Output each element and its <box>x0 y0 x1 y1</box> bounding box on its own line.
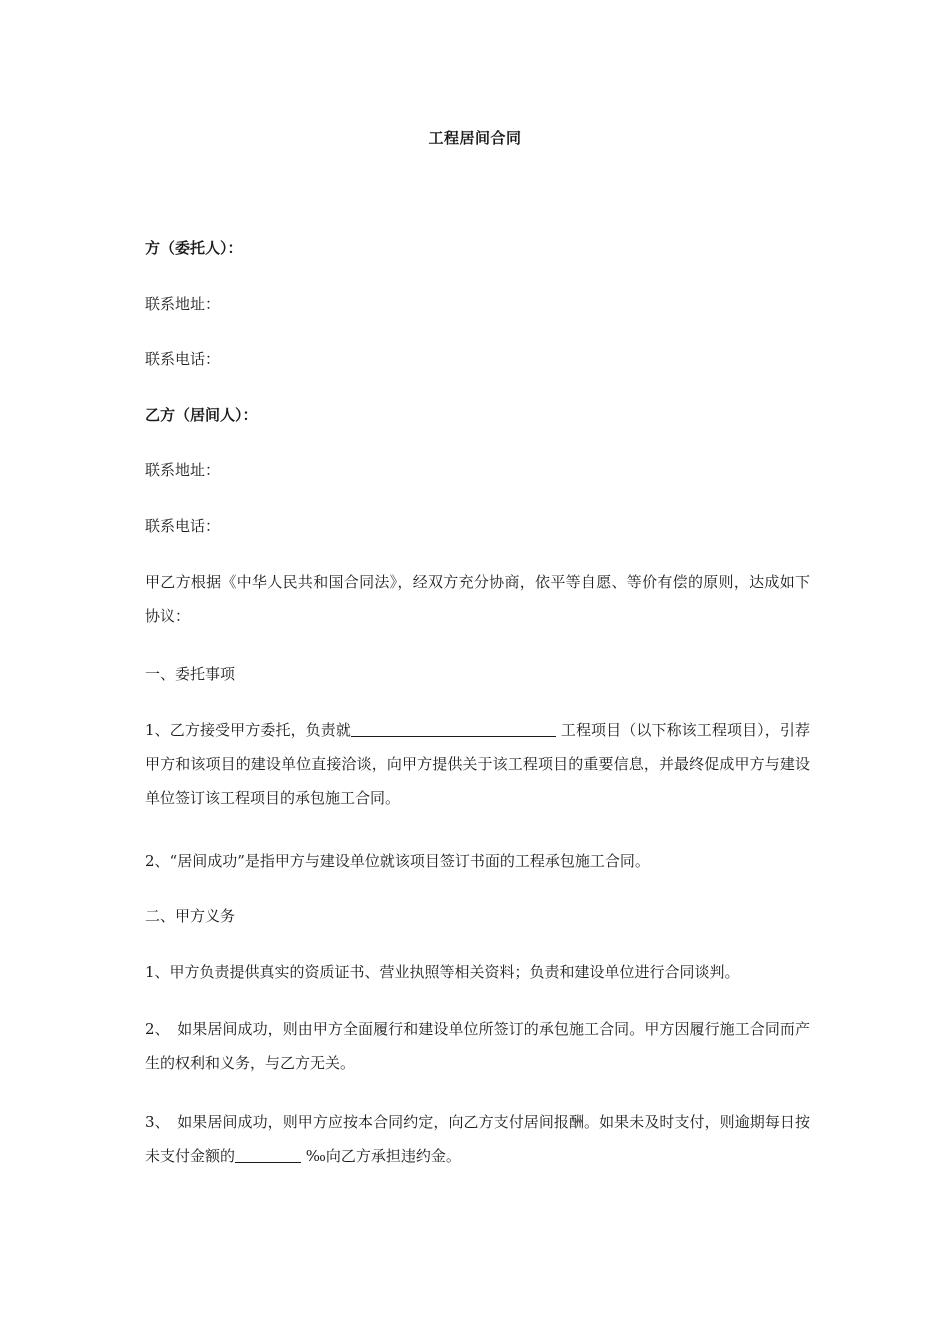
section1-heading: 一、委托事项 <box>145 665 236 683</box>
party-a-address: 联系地址： <box>145 295 221 313</box>
section2-item1: 1、甲方负责提供真实的资质证书、营业执照等相关资料；负责和建设单位进行合同谈判。 <box>145 963 740 981</box>
party-a-heading: 方（委托人）： <box>145 239 243 257</box>
party-b-heading: 乙方（居间人）： <box>145 406 258 424</box>
section2-heading: 二、甲方义务 <box>145 907 236 925</box>
document-title: 工程居间合同 <box>428 129 522 147</box>
party-b-address: 联系地址： <box>145 461 221 479</box>
section2-item2: 2、 如果居间成功，则由甲方全面履行和建设单位所签订的承包施工合同。甲方因履行施工合同而产生的权利和义务，与乙方无关。 <box>145 1020 810 1072</box>
section1-item1-text-after: 工程项目（以下称该工程项目），引荐甲方和该项目的建设单位直接洽谈，向甲方提供关于该工程项目的重要信息，并最终促成甲方与建设单位签订该工程项目的承包施工合同。 <box>145 721 810 807</box>
section2-item3-text-before: 3、 如果居间成功，则甲方应按本合同约定，向乙方支付居间报酬。如果未及时支付，则逾期每日按未支付金额的 <box>145 1113 810 1165</box>
section1-item1-text-before: 1、乙方接受甲方委托，负责就 <box>145 721 351 739</box>
penalty-rate-blank <box>235 1146 301 1163</box>
section2-item3-text-after: ‰向乙方承担违约金。 <box>301 1147 461 1165</box>
party-a-phone: 联系电话： <box>145 350 221 368</box>
section2-item3 <box>145 1105 810 1173</box>
party-b-phone: 联系电话： <box>145 517 221 535</box>
section1-item1 <box>145 713 810 815</box>
project-name-blank <box>351 720 556 737</box>
section1-item2: 2、“居间成功”是指甲方与建设单位就该项目签订书面的工程承包施工合同。 <box>145 852 650 870</box>
intro-paragraph: 甲乙方根据《中华人民共和国合同法》，经双方充分协商，依平等自愿、等价有偿的原则，达成如下协议： <box>145 573 810 625</box>
